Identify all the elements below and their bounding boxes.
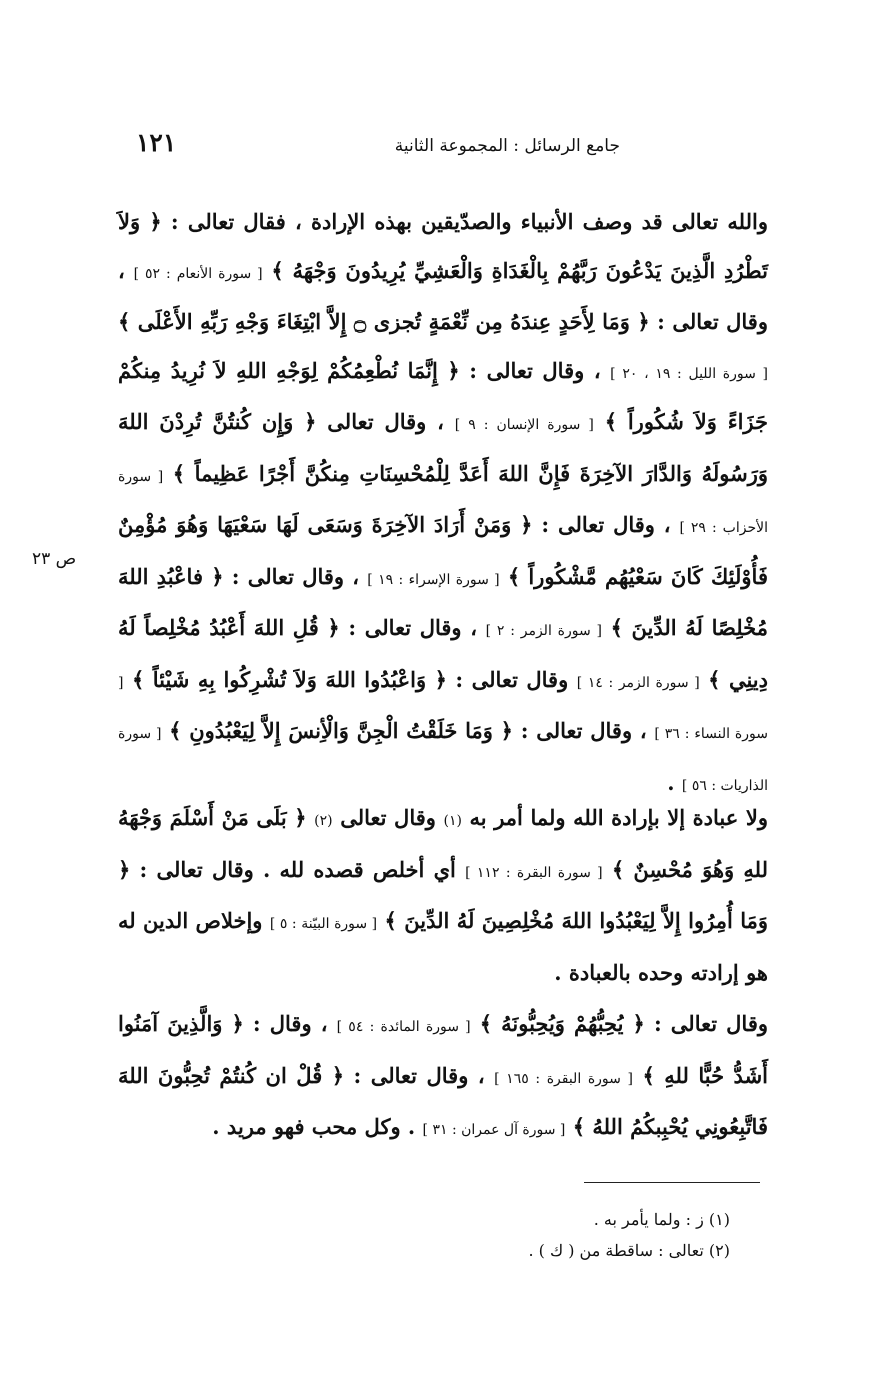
citation-reference: [ سورة البقرة : ١٦٥ ] (494, 1070, 633, 1087)
citation-reference: (٢) (314, 813, 333, 829)
footnote-1: (١) ز : ولما يأمر به . (593, 1210, 730, 1229)
text-segment: ، وقال تعالى : ﴿ إِنَّمَا نُطْعِمُكُمْ لِوَجْهِ اللهِ لاَ نُرِيدُ مِنكُمْ جَزَاءً وَلاَ شُكُوراً ﴾ (118, 357, 768, 434)
citation-reference: (١) (443, 813, 462, 829)
footnote-2: (٢) تعالى : ساقطة من ( ك ) . (528, 1241, 730, 1260)
citation-reference: [ سورة آل عمران : ٣١ ] (422, 1122, 566, 1138)
text-segment: ، وقال تعالى : ﴿ قُلِ اللهَ أَعْبُدُ مُخْلِصاً لَهُ دِينِي ﴾ (118, 615, 768, 692)
citation-reference: [ سورة الزمر : ١٤ ] (576, 674, 700, 691)
text-segment: . وكل محب فهو مريد . (212, 1114, 423, 1139)
text-segment: أي أخلص قصده لله . وقال تعالى : ﴿ وَمَا أُمِرُوا إِلاَّ لِيَعْبُدُوا اللهَ مُخْلِصِينَ لَهُ الدِّينَ ﴾ (118, 856, 769, 933)
citation-reference: [ سورة الإنسان : ٩ ] (454, 417, 594, 433)
citation-reference: [ سورة الذاريات : ٥٦ ] (118, 726, 768, 794)
body-paragraph-2 (118, 794, 768, 997)
citation-reference: [ سورة البقرة : ١١٢ ] (465, 864, 603, 881)
text-segment: ، وقال تعالى ﴿ وَإِن كُنتُنَّ تُرِدْنَ اللهَ وَرَسُولَهُ وَالدَّارَ الآخِرَةَ فَإِنَّ اللهَ أَعَدَّ لِلْمُحْسِنَاتِ مِنكُنَّ أَجْرًا عَظِيماً ﴾ (118, 409, 768, 486)
margin-page-reference: ص ٢٣ (32, 549, 77, 569)
footnote-divider (584, 1182, 760, 1183)
text-segment: ، وقال تعالى : ﴿ وَمَا خَلَقْتُ الْجِنَّ وَالْأِنسَ إِلاَّ لِيَعْبُدُونِ ﴾ (161, 718, 655, 743)
text-segment: ، وقال تعالى : ﴿ قُلْ ان كُنتُمْ تُحِبُّونَ اللهَ فَاتَّبِعُونِي يُحْبِبكُمُ اللهُ ﴾ (118, 1062, 768, 1139)
body-paragraph-1 (118, 198, 768, 810)
citation-reference: [ سورة الزمر : ٢ ] (485, 623, 602, 639)
running-header (136, 128, 760, 168)
text-segment: ، وقال تعالى : ﴿ وَمَنْ أَرَادَ الآخِرَةَ وَسَعَى لَهَا سَعْيَهَا وَهُوَ مُؤْمِنٌ فَأُوْلَئِكَ كَانَ سَعْيُهُم مَّشْكُوراً ﴾ (118, 512, 768, 589)
citation-reference: [ سورة النساء : ٣٦ ] (118, 674, 768, 742)
text-segment: ولا عبادة إلا بإرادة الله ولما أمر به (461, 805, 768, 830)
text-segment: وإخلاص الدين له هو إرادته وحده بالعبادة . (118, 908, 768, 985)
citation-reference: [ سورة الإسراء : ١٩ ] (367, 571, 500, 588)
text-segment: وقال تعالى : ﴿ يُحِبُّهُمْ وَيُحِبُّونَهُ ﴾ (470, 1011, 768, 1036)
text-segment: ، وقال تعالى : ﴿ وَمَا لِأَحَدٍ عِندَهُ مِن نِّعْمَةٍ تُجزى ۝ إِلاَّ ابْتِغَاءَ وَجْهِ رَبِّهِ الأَعْلَى ﴾ (118, 257, 768, 334)
citation-reference: [ سورة الليل : ١٩ ، ٢٠ ] (610, 365, 769, 382)
text-segment: ﴿ بَلَى مَنْ أَسْلَمَ وَجْهَهُ للهِ وَهُوَ مُحْسِنٌ ﴾ (118, 805, 769, 882)
body-paragraph-3 (118, 1000, 768, 1155)
citation-reference: [ سورة الأنعام : ٥٢ ] (133, 265, 263, 282)
page-number: ١٢١ (136, 128, 177, 157)
text-segment: وقال تعالى (332, 805, 444, 830)
citation-reference: [ سورة الأحزاب : ٢٩ ] (118, 468, 768, 536)
text-segment: والله تعالى قد وصف الأنبياء والصدّيقين بهذه الإرادة ، فقال تعالى : ﴿ وَلاَ تَطْرُدِ الَّذِينَ يَدْعُونَ رَبَّهُمْ بِالْغَدَاةِ وَالْعَشِيِّ يُرِيدُونَ وَجْهَهُ ﴾ (118, 209, 768, 283)
text-segment: . (667, 769, 682, 795)
text-segment: ، وقال تعالى : ﴿ فاعْبُدِ اللهَ مُخْلِصًا لَهُ الدِّينَ ﴾ (118, 563, 768, 640)
citation-reference: [ سورة البيّنة : ٥ ] (269, 916, 378, 932)
footnotes (300, 1204, 730, 1266)
text-segment: ، وقال : ﴿ وَالَّذِينَ آمَنُوا أَشَدُّ حُبًّا للهِ ﴾ (118, 1011, 768, 1088)
running-title: جامع الرسائل : المجموعة الثانية (394, 136, 620, 156)
text-segment: وقال تعالى : ﴿ وَاعْبُدُوا اللهَ وَلاَ تُشْرِكُوا بِهِ شَيْئاً ﴾ (123, 666, 577, 692)
citation-reference: [ سورة المائدة : ٥٤ ] (336, 1019, 471, 1035)
